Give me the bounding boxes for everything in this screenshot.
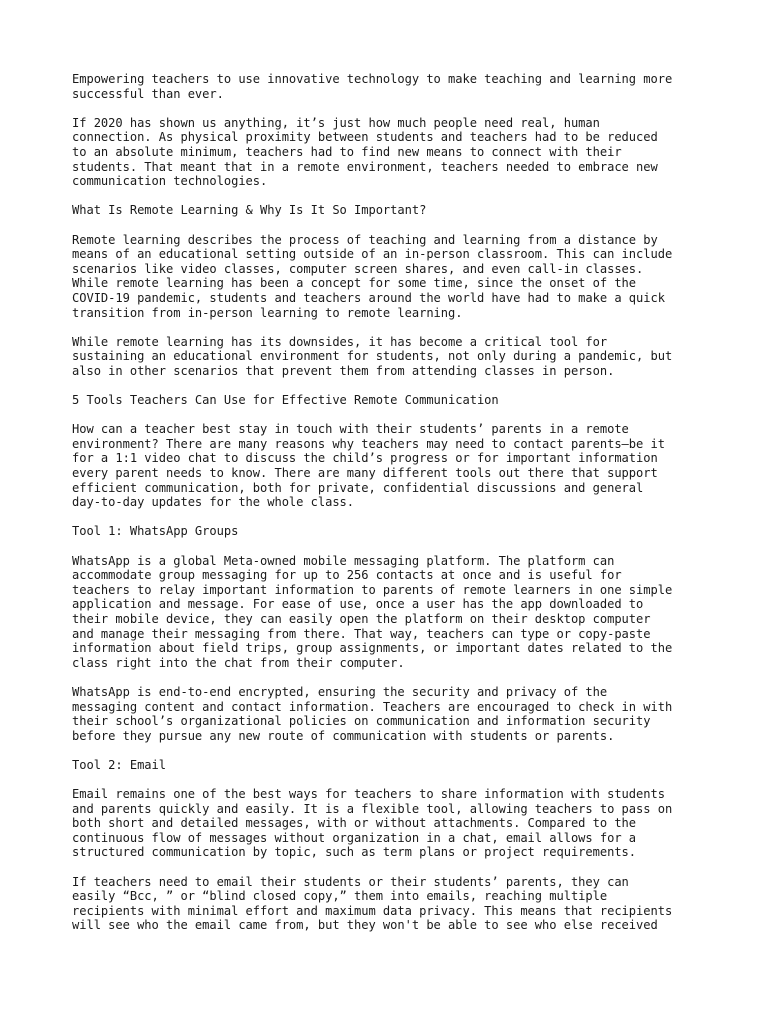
text-line: and manage their messaging from there. That way, teachers can type or copy-paste: [72, 626, 651, 641]
text-line: WhatsApp is a global Meta-owned mobile messaging platform. The platform can: [72, 553, 615, 568]
paragraph: [72, 422, 712, 510]
text-line: WhatsApp is end-to-end encrypted, ensuring the security and privacy of the: [72, 684, 608, 699]
text-line: scenarios like video classes, computer screen shares, and even call-in classes.: [72, 261, 644, 276]
text-line: communication technologies.: [72, 174, 268, 189]
text-line: day-to-day updates for the whole class.: [72, 495, 355, 510]
paragraph: [72, 233, 712, 321]
text-line: environment? There are many reasons why teachers may need to contact parents—be it: [72, 436, 665, 451]
section-heading: [72, 524, 712, 539]
text-line: connection. As physical proximity between students and teachers had to be reduced: [72, 130, 658, 145]
text-line: and parents quickly and easily. It is a flexible tool, allowing teachers to pass on: [72, 801, 673, 816]
paragraph: [72, 875, 712, 933]
paragraph: [72, 116, 712, 189]
text-line: their school’s organizational policies on communication and information security: [72, 714, 651, 729]
text-line: accommodate group messaging for up to 256 contacts at once and is useful for: [72, 568, 622, 583]
heading-text: Tool 2: Email: [72, 757, 167, 772]
paragraph: [72, 554, 712, 671]
text-line: messaging content and contact information. Teachers are encouraged to check in with: [72, 699, 673, 714]
section-heading: [72, 393, 712, 408]
text-line: sustaining an educational environment for students, not only during a pandemic, but: [72, 349, 673, 364]
text-line: for a 1:1 video chat to discuss the child’s progress or for important information: [72, 451, 658, 466]
paragraph: [72, 335, 712, 379]
text-line: If 2020 has shown us anything, it’s just how much people need real, human: [72, 115, 600, 130]
text-line: their mobile device, they can easily open the platform on their desktop computer: [72, 611, 651, 626]
text-line: Empowering teachers to use innovative technology to make teaching and learning more: [72, 72, 673, 86]
text-line: class right into the chat from their computer.: [72, 655, 405, 670]
text-line: application and message. For ease of use, once a user has the app downloaded to: [72, 597, 644, 612]
text-line: before they pursue any new route of communication with students or parents.: [72, 728, 615, 743]
text-line: structured communication by topic, such as term plans or project requirements.: [72, 845, 637, 860]
text-line: Email remains one of the best ways for teachers to share information with students: [72, 787, 665, 802]
section-heading: [72, 758, 712, 773]
text-line: efficient communication, both for private, confidential discussions and general: [72, 480, 644, 495]
section-heading: [72, 203, 712, 218]
text-line: will see who the email came from, but they won't be able to see who else received: [72, 918, 658, 933]
text-line: means of an educational setting outside of an in-person classroom. This can include: [72, 247, 673, 262]
text-line: Remote learning describes the process of teaching and learning from a distance by: [72, 232, 658, 247]
heading-text: 5 Tools Teachers Can Use for Effective Remote Communication: [72, 393, 499, 408]
heading-text: What Is Remote Learning & Why Is It So Important?: [72, 203, 427, 218]
intro-paragraph: [72, 72, 712, 101]
text-line: transition from in-person learning to remote learning.: [72, 305, 463, 320]
text-line: every parent needs to know. There are many different tools out there that support: [72, 466, 658, 481]
text-line: to an absolute minimum, teachers had to find new means to connect with their: [72, 144, 622, 159]
text-line: also in other scenarios that prevent them from attending classes in person.: [72, 363, 615, 378]
text-line: recipients with minimal effort and maximum data privacy. This means that recipients: [72, 903, 673, 918]
document-page: [72, 72, 712, 948]
text-line: How can a teacher best stay in touch with their students’ parents in a remote: [72, 422, 629, 437]
text-line: easily “Bcc, ” or “blind closed copy,” them into emails, reaching multiple: [72, 889, 608, 904]
text-line: While remote learning has been a concept for some time, since the onset of the: [72, 276, 637, 291]
text-line: If teachers need to email their students or their students’ parents, they can: [72, 874, 629, 889]
text-line: information about field trips, group assignments, or important dates related to the: [72, 641, 673, 656]
paragraph: [72, 787, 712, 860]
text-line: continuous flow of messages without organization in a chat, email allows for a: [72, 830, 637, 845]
text-line: COVID-19 pandemic, students and teachers around the world have had to make a quick: [72, 290, 665, 305]
text-line: both short and detailed messages, with or without attachments. Compared to the: [72, 816, 637, 831]
paragraph: [72, 685, 712, 743]
text-line: teachers to relay important information to parents of remote learners in one simple: [72, 582, 673, 597]
text-line: successful than ever.: [72, 86, 224, 101]
text-line: students. That meant that in a remote environment, teachers needed to embrace new: [72, 159, 658, 174]
heading-text: Tool 1: WhatsApp Groups: [72, 524, 239, 539]
text-line: While remote learning has its downsides, it has become a critical tool for: [72, 334, 608, 349]
